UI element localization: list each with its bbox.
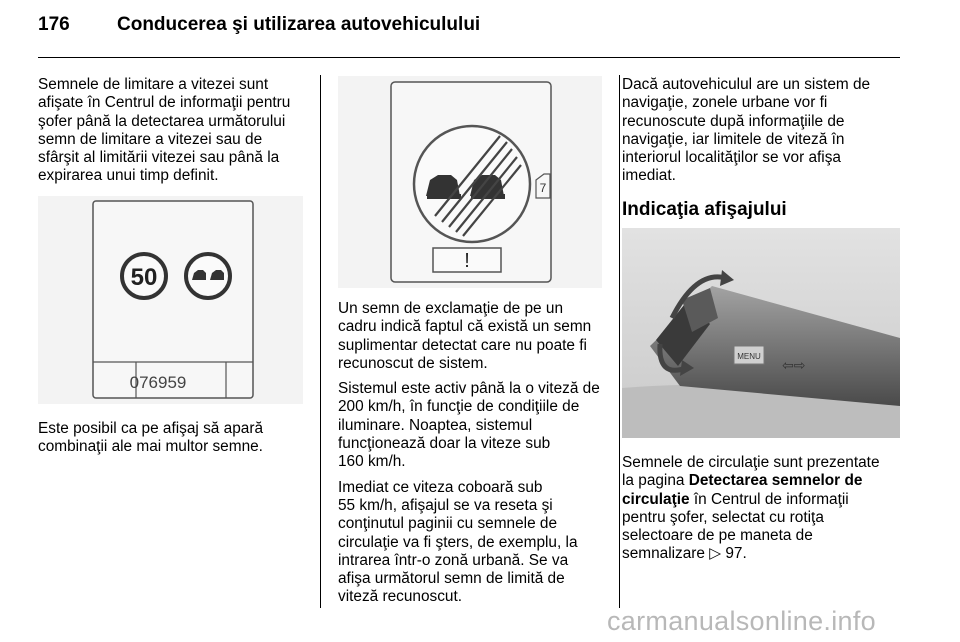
text-line: Un semn de exclamaţie de pe un [338, 300, 564, 317]
text-line: Semnele de circulaţie sunt prezentate [622, 454, 880, 471]
photo-turn-signal-lever [622, 228, 900, 438]
turn-arrows-icon: ⇦⇨ [782, 358, 806, 374]
text-line: Dacă autovehiculul are un sistem de [622, 76, 871, 93]
page-number: 176 [38, 14, 70, 35]
text-line: navigaţie, zonele urbane vor fi [622, 94, 828, 112]
col3-text [622, 454, 912, 564]
speed-signs-illustration [38, 196, 303, 404]
end-of-no-overtaking-icon [414, 126, 530, 242]
text-line: recunoscut de sistem. [338, 354, 488, 372]
text-line: şofer până la detectarea următorului [38, 112, 286, 130]
text-line: funcţionează doar la viteze sub [338, 435, 551, 453]
text-line: 55 km/h, afişajul se va reseta şi [338, 496, 553, 514]
text-line: interiorul localităţilor se vor afişa [622, 149, 841, 167]
text-line: Imediat ce viteza coboară sub [338, 478, 543, 496]
text-line: viteză recunoscut. [338, 588, 463, 606]
text-line: circulaţie va fi şters, de exemplu, la [338, 533, 578, 551]
text-line: iluminare. Noaptea, sistemul [338, 416, 533, 434]
text-line: Semnele de limitare a vitezei sunt [38, 76, 269, 93]
section-heading: Indicaţia afişajului [622, 199, 787, 220]
page-ref: 97. [725, 545, 747, 563]
link-text: circulaţie [622, 490, 690, 508]
text-line: cadru indică faptul că există un semn [338, 318, 592, 336]
text-line: combinaţii ale mai multor semne. [38, 438, 263, 456]
column-divider-2 [619, 75, 620, 608]
col1-after-figure [38, 420, 313, 457]
end-no-overtaking-illustration [338, 76, 602, 288]
text-span: la pagina [622, 472, 689, 490]
text-line: pentru şofer, selectat cu rotiţa [622, 508, 824, 526]
text-line: expirarea unui timp definit. [38, 167, 219, 185]
page-ref-icon: ▷ [709, 545, 722, 563]
no-overtaking-icon [186, 254, 230, 298]
text-line: semn de limitare a vitezei sau de [38, 130, 263, 148]
image-code: 076959 [129, 373, 187, 392]
page-title: Conducerea şi utilizarea autovehiculului [117, 14, 481, 35]
col2-text [338, 300, 613, 607]
text-line: sfârşit al limitării vitezei sau până la [38, 149, 280, 167]
header-rule [38, 57, 900, 58]
text-line: Este posibil ca pe afişaj să apară [38, 420, 264, 437]
text-line: 160 km/h. [338, 453, 406, 471]
text-line: afişa următorul semn de limită de [338, 570, 565, 588]
text-line: 200 km/h, în funcţie de condiţiile de [338, 398, 580, 416]
text-span: semnalizare [622, 545, 710, 563]
text-line: Sistemul este activ până la o viteză de [338, 380, 600, 398]
exclamation-mark: ! [464, 250, 470, 272]
turn-signal-lever-photo [622, 228, 900, 438]
text-line [622, 472, 912, 490]
menu-button-label: MENU [737, 352, 761, 361]
text-line [622, 545, 912, 563]
link-text: Detectarea semnelor de [688, 472, 863, 490]
text-line: navigaţie, iar limitele de viteză în [622, 130, 845, 148]
text-line: afişate în Centrul de informaţii pentru [38, 94, 291, 112]
text-line [622, 491, 912, 509]
display-figure-speed-signs [38, 196, 303, 404]
text-line: recunoscute după informaţiile de [622, 112, 845, 130]
column-divider-1 [320, 75, 321, 608]
speed-limit-value: 50 [130, 264, 158, 291]
text-line: suplimentar detectat care nu poate fi [338, 336, 587, 354]
display-figure-end-no-overtaking [338, 76, 602, 288]
callout-number: 7 [539, 181, 547, 195]
text-line: imediat. [622, 167, 676, 185]
text-line: intrarea într-o zonă urbană. Se va [338, 551, 569, 569]
col3-intro [622, 76, 902, 186]
text-line: conţinutul paginii cu semnele de [338, 515, 558, 533]
col1-intro [38, 76, 313, 186]
watermark: carmanualsonline.info [607, 606, 876, 636]
text-span: în Centrul de informaţii [689, 490, 849, 508]
text-line: selectoare de pe maneta de [622, 527, 813, 545]
